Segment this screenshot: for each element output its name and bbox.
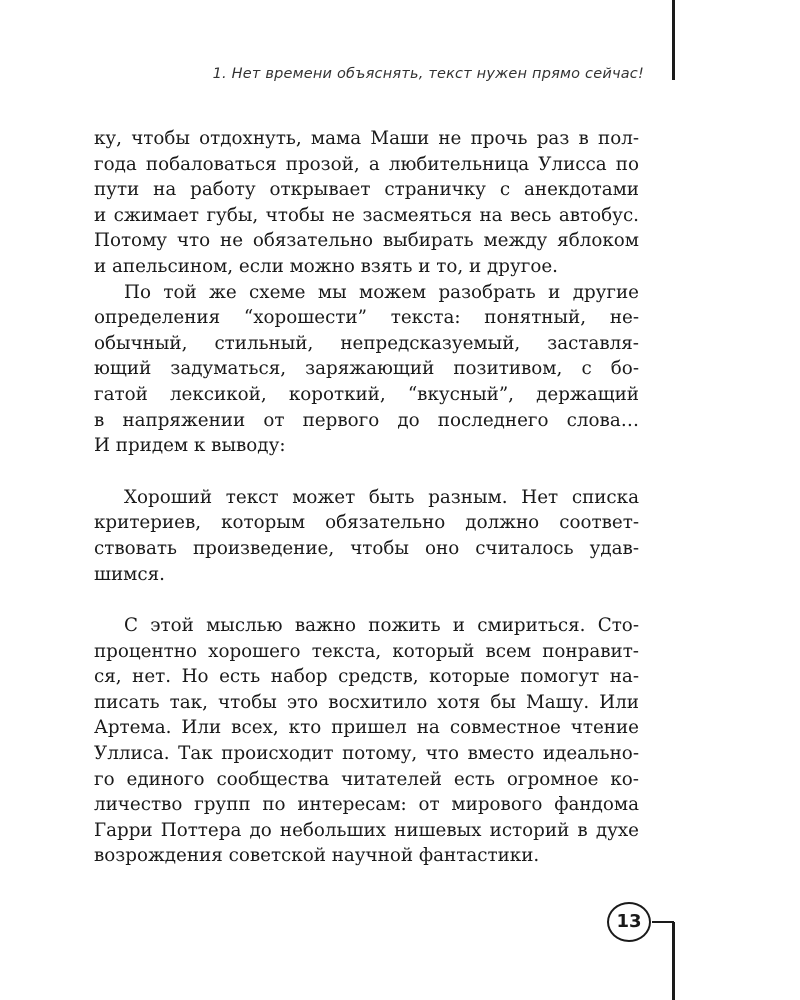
- bottom-vertical-rule: [672, 922, 675, 1000]
- text-line: Гарри Поттера до небольших нишевых историй в духе: [94, 819, 639, 841]
- text-line: Уллиса. Так происходит потому, что вместо идеально-: [94, 743, 639, 765]
- text-line: обычный, стильный, непредсказуемый, заставля-: [94, 332, 639, 354]
- text-line: По той же схеме мы можем разобрать и другие: [124, 281, 639, 303]
- text-line: го единого сообщества читателей есть огромное ко-: [94, 768, 639, 790]
- text-line: и сжимает губы, чтобы не засмеяться на весь автобус.: [94, 204, 639, 226]
- text-line: гатой лексикой, короткий, “вкусный”, держащий: [94, 383, 639, 405]
- running-header: 1. Нет времени объяснять, текст нужен прямо сейчас!: [212, 66, 644, 82]
- page-number: 13: [607, 902, 651, 942]
- page-number-connector: [652, 921, 674, 923]
- text-line: в напряжении от первого до последнего слова…: [94, 409, 639, 431]
- text-line: возрождения советской научной фантастики.: [94, 845, 540, 867]
- text-line: определения “хорошести” текста: понятный, не-: [94, 307, 639, 329]
- body-text: [94, 126, 639, 869]
- text-line: И придем к выводу:: [94, 435, 286, 457]
- highlight-line: критериев, которым обязательно должно соответ-: [94, 512, 639, 534]
- text-line: личество групп по интересам: от мирового фандома: [94, 794, 639, 816]
- text-line: С этой мыслью важно пожить и смириться. Сто-: [124, 615, 639, 637]
- text-line: процентно хорошего текста, который всем понравит-: [94, 640, 639, 662]
- highlight-line: шимся.: [94, 563, 165, 585]
- highlight-line: ствовать произведение, чтобы оно считалось удав-: [94, 537, 639, 559]
- text-line: Потому что не обязательно выбирать между яблоком: [94, 230, 639, 252]
- text-line: года побаловаться прозой, а любительница Улисса по: [94, 153, 639, 175]
- text-line: пути на работу открывает страничку с анекдотами: [94, 179, 639, 201]
- text-line: писать так, чтобы это восхитило хотя бы Машу. Или: [94, 691, 639, 713]
- text-line: Артема. Или всех, кто пришел на совместное чтение: [94, 717, 639, 739]
- text-line: ющий задуматься, заряжающий позитивом, с бо-: [94, 358, 639, 380]
- text-line: и апельсином, если можно взять и то, и другое.: [94, 255, 558, 277]
- highlight-line: Хороший текст может быть разным. Нет списка: [124, 486, 639, 508]
- text-line: ку, чтобы отдохнуть, мама Маши не прочь раз в пол-: [94, 128, 639, 149]
- text-line: ся, нет. Но есть набор средств, которые помогут на-: [94, 666, 639, 688]
- top-vertical-rule: [672, 0, 675, 80]
